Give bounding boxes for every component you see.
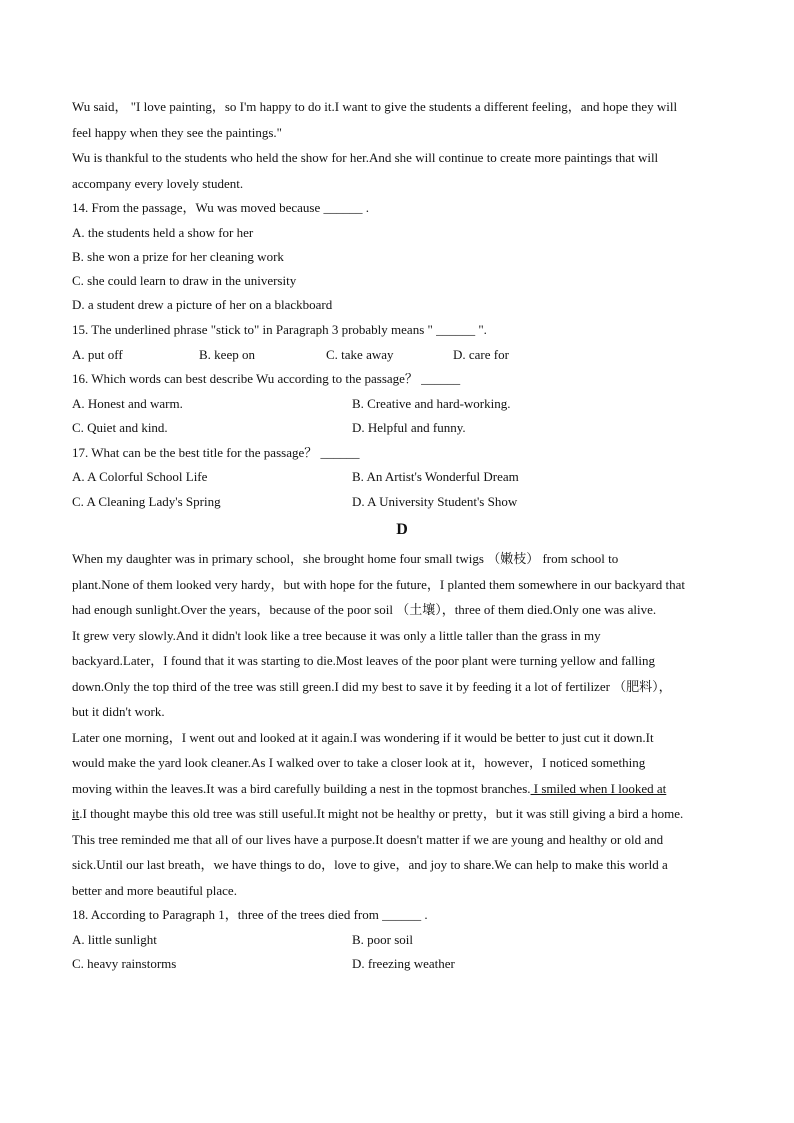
option-a: A. put off (72, 347, 123, 363)
passage-line: but it didn't work. (72, 704, 165, 720)
underlined-sentence-end: it (72, 806, 80, 822)
passage-line: It grew very slowly.And it didn't look like a tree because it was only a little taller than the grass in my (72, 627, 601, 643)
passage-line: When my daughter was in primary school，she brought home four small twigs （嫩枝） from school to (72, 551, 619, 567)
question-14 (72, 196, 732, 318)
option-b: B. An Artist's Wonderful Dream (352, 469, 519, 485)
passage-line: would make the yard look cleaner.As I walked over to take a closer look at it，however，I noticed something (72, 755, 646, 771)
question-18 (72, 903, 732, 977)
option-c: C. she could learn to draw in the university (72, 273, 297, 289)
question-stem: 16. Which words can best describe Wu according to the passage？ ______ (72, 371, 461, 387)
option-a: A. Honest and warm. (72, 395, 183, 411)
option-b: B. poor soil (352, 931, 414, 947)
option-b: B. keep on (199, 347, 255, 363)
passage-line: accompany every lovely student. (72, 175, 244, 191)
passage-line (72, 801, 732, 827)
option-a: A. the students held a show for her (72, 224, 254, 240)
passage-line: sick.Until our last breath，we have things to do，love to give，and joy to share.We can help to make this world a (72, 857, 668, 873)
question-16 (72, 367, 732, 441)
options-row (72, 416, 732, 441)
section-heading: D (396, 521, 408, 539)
option-c: C. A Cleaning Lady's Spring (72, 493, 221, 509)
option-b: B. Creative and hard-working. (352, 395, 511, 411)
option-a: A. A Colorful School Life (72, 469, 208, 485)
option-d: D. freezing weather (352, 956, 455, 972)
passage-line: had enough sunlight.Over the years，because of the poor soil （土壤），three of them died.Only one was alive. (72, 602, 657, 618)
passage-line: This tree reminded me that all of our lives have a purpose.It doesn't matter if we are young and healthy or old and (72, 831, 664, 847)
option-a: A. little sunlight (72, 931, 157, 947)
passage-line (72, 776, 732, 802)
passage-line: Later one morning，I went out and looked at it again.I was wondering if it would be better to just cut it down.It (72, 729, 654, 745)
underlined-sentence: I smiled when I looked at (530, 780, 667, 796)
option-b: B. she won a prize for her cleaning work (72, 248, 284, 264)
passage-c-ending (72, 94, 732, 196)
question-stem: 15. The underlined phrase "stick to" in Paragraph 3 probably means " ______ ". (72, 321, 487, 337)
question-stem: 18. According to Paragraph 1，three of the trees died from ______ . (72, 907, 428, 923)
option-c: C. heavy rainstorms (72, 956, 177, 972)
option-d: D. Helpful and funny. (352, 420, 466, 436)
passage-line: better and more beautiful place. (72, 882, 237, 898)
passage-d (72, 546, 732, 903)
options-row (72, 392, 732, 417)
passage-line: backyard.Later，I found that it was starting to die.Most leaves of the poor plant were turning yellow and falling (72, 653, 656, 669)
question-17 (72, 441, 732, 515)
option-c: C. take away (326, 347, 394, 363)
options-row (72, 490, 732, 515)
exam-page (72, 94, 732, 977)
option-d: D. a student drew a picture of her on a blackboard (72, 297, 333, 313)
option-d: D. A University Student's Show (352, 493, 518, 509)
passage-text: .I thought maybe this old tree was still useful.It might not be healthy or pretty，but it was still giving a bird a home. (79, 806, 684, 822)
passage-line: feel happy when they see the paintings." (72, 124, 282, 140)
question-15 (72, 318, 732, 368)
options-row (72, 928, 732, 953)
passage-line: Wu said， "I love painting，so I'm happy to do it.I want to give the students a different feeling，and hope they will (72, 99, 678, 114)
passage-line: down.Only the top third of the tree was still green.I did my best to save it by feeding it a lot of fertilizer （肥料）， (72, 678, 672, 694)
question-stem: 14. From the passage，Wu was moved because ______ . (72, 200, 369, 215)
question-stem: 17. What can be the best title for the passage？ ______ (72, 444, 360, 460)
passage-text: moving within the leaves.It was a bird carefully building a nest in the topmost branches. (72, 780, 531, 796)
options-row (72, 952, 732, 977)
options-row (72, 465, 732, 490)
option-c: C. Quiet and kind. (72, 420, 168, 436)
passage-line: plant.None of them looked very hardy，but with hope for the future，I planted them somewhere in our backyard that (72, 576, 685, 592)
option-d: D. care for (453, 347, 509, 363)
passage-line: Wu is thankful to the students who held the show for her.And she will continue to create more paintings that will (72, 150, 659, 165)
options-row (72, 342, 732, 367)
